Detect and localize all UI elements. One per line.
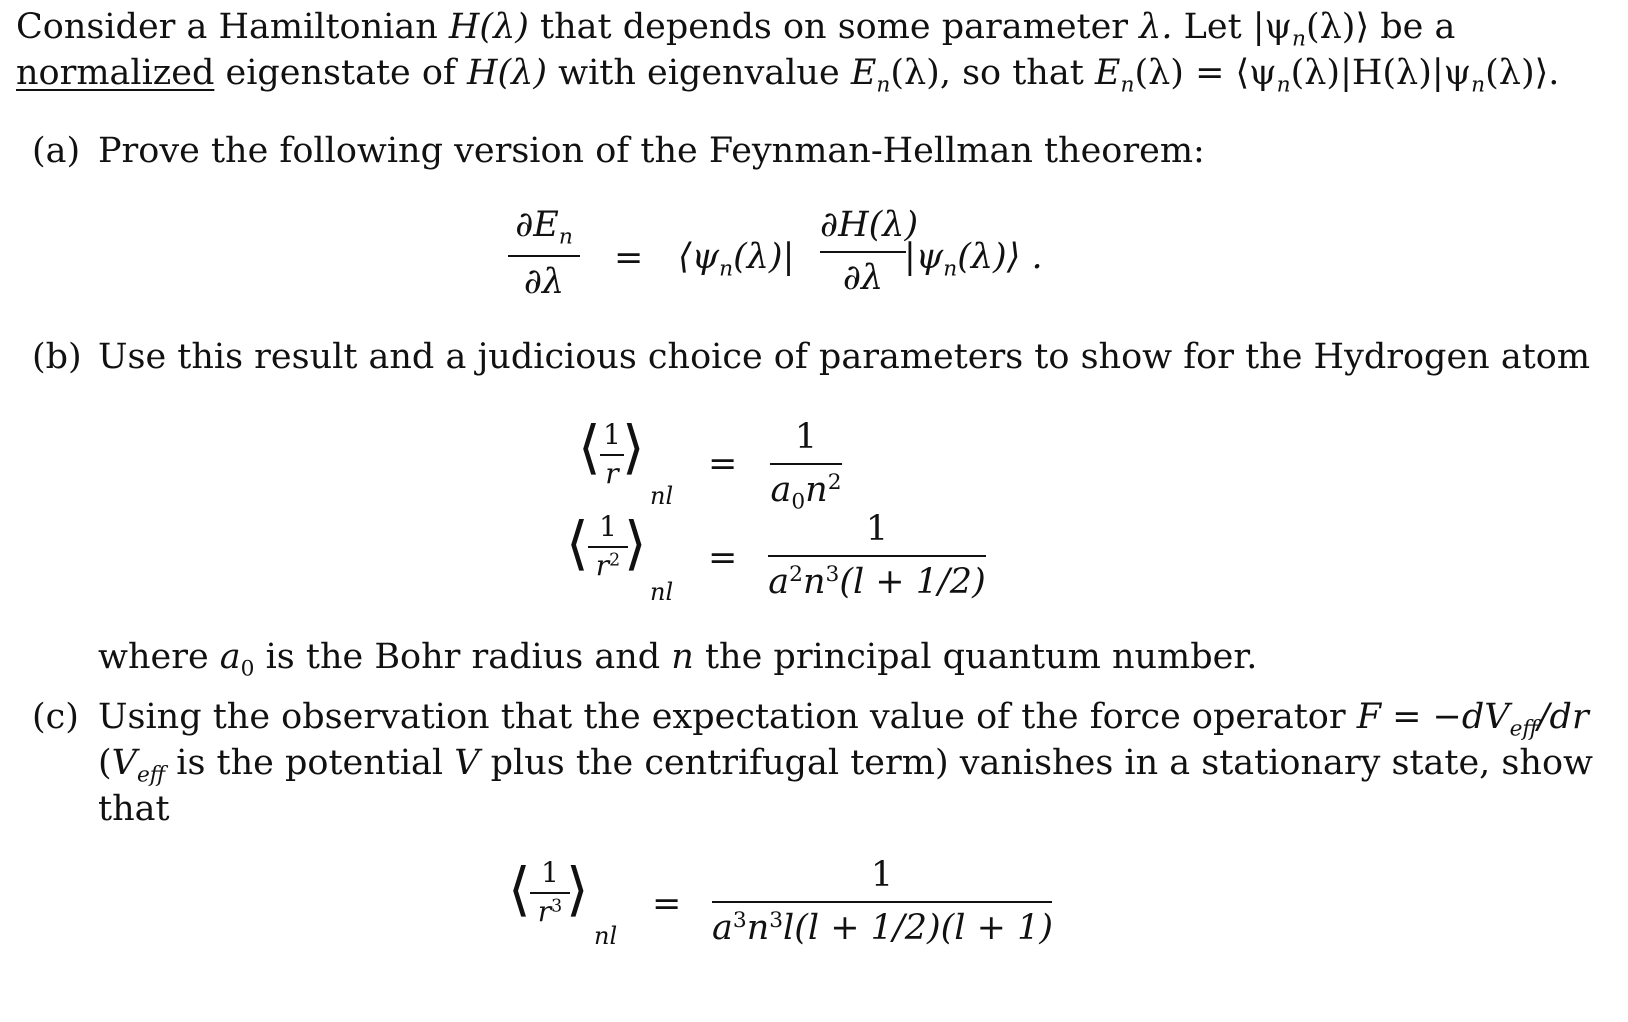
eq3-rhs-fraction <box>712 856 1052 947</box>
intro-text: (λ), so that <box>890 53 1095 93</box>
denominator: r <box>605 456 619 490</box>
lambda-symbol: λ. <box>1139 7 1173 47</box>
eq3-lhs-fraction <box>530 858 570 928</box>
part-c-label: (c) <box>32 697 79 737</box>
part-c-text: ( <box>98 743 112 783</box>
rhs-numerator: ∂H(λ) <box>820 205 919 245</box>
denominator <box>770 471 842 514</box>
part-c-line-3: that <box>98 789 170 829</box>
part-c-line-2 <box>98 743 1593 788</box>
part-b-text: Use this result and a judicious choice of parameters to show for the Hydrogen atom <box>98 337 1591 377</box>
numerator: 1 <box>865 509 889 549</box>
bohr-symbol: a <box>219 637 241 677</box>
den-n: n <box>802 561 826 602</box>
numerator: 1 <box>603 418 621 451</box>
intro-line-2 <box>16 53 1560 98</box>
subscript: 0 <box>240 656 255 682</box>
lhs-fraction <box>508 206 580 302</box>
intro-text: (λ)⟩ be a <box>1305 7 1456 47</box>
fraction-bar <box>530 892 570 894</box>
subscript: n <box>1276 72 1291 98</box>
where-line <box>98 637 1258 682</box>
numerator: 1 <box>541 856 559 889</box>
subscript: n <box>876 72 891 98</box>
rhs-ket <box>904 237 1043 282</box>
subscript: eff <box>1509 716 1538 742</box>
subscript: eff <box>136 762 166 788</box>
numerator: 1 <box>870 855 894 895</box>
fraction-bar <box>768 555 986 557</box>
intro-text: Consider a Hamiltonian <box>16 7 449 47</box>
superscript: 2 <box>789 561 803 587</box>
denominator <box>712 909 1052 948</box>
intro-text: that depends on some parameter <box>528 7 1140 47</box>
superscript: 3 <box>825 561 840 587</box>
where-text: where <box>98 637 220 677</box>
ket-text: |ψ <box>904 237 944 277</box>
hamiltonian-symbol: H(λ) <box>448 7 529 47</box>
eq1-rhs-fraction <box>770 418 842 514</box>
numerator: 1 <box>794 417 818 457</box>
intro-text: eigenstate of <box>214 53 467 93</box>
equals-sign: = <box>614 238 644 278</box>
underlined-word: normalized <box>16 53 215 93</box>
subscript: n <box>719 256 734 282</box>
den-a: a <box>712 907 733 948</box>
den-r: r <box>595 548 610 582</box>
subscript: n <box>943 256 958 282</box>
fraction-bar <box>588 546 628 548</box>
v-symbol: V <box>111 743 137 783</box>
part-a-label: (a) <box>32 131 81 171</box>
lhs-numerator <box>508 206 580 249</box>
fraction-bar <box>770 463 842 465</box>
lhs-denominator: ∂λ <box>523 262 565 303</box>
subscript: 0 <box>791 489 806 515</box>
v-symbol: V <box>454 743 480 783</box>
fraction-bar <box>508 255 580 257</box>
rhs-denominator: ∂λ <box>842 257 884 298</box>
force-tail: /dr <box>1537 697 1589 737</box>
intro-line-1 <box>16 7 1456 52</box>
nl-subscript: nl <box>650 578 674 606</box>
left-angle-bracket: ⟨ <box>578 413 601 481</box>
bra-text: ⟨ψ <box>678 237 720 277</box>
den-n: n <box>805 469 828 510</box>
part-b-label: (b) <box>32 337 82 377</box>
eq2-lhs-fraction <box>588 512 628 582</box>
force-expression: F = −dV <box>1356 697 1510 737</box>
superscript: 3 <box>769 907 784 933</box>
den-tail: l(l + 1/2)(l + 1) <box>783 907 1053 948</box>
rhs-fraction <box>820 205 919 298</box>
energy-symbol: E <box>1094 53 1121 93</box>
den-tail: (l + 1/2) <box>839 561 986 602</box>
rhs-bra <box>678 237 795 282</box>
part-c-line-1 <box>98 697 1589 742</box>
fraction-bar <box>820 251 906 253</box>
den-a: a <box>770 469 792 510</box>
equals-sign: = <box>708 538 738 578</box>
right-angle-bracket: ⟩ <box>622 413 645 481</box>
subscript: n <box>1292 26 1306 52</box>
bra-tail: (λ)| <box>733 237 795 277</box>
equals-sign: = <box>708 444 738 484</box>
den-r: r <box>537 894 552 928</box>
denominator <box>588 548 628 582</box>
eq2-rhs-fraction <box>768 510 986 601</box>
part-c-text: plus the centrifugal term) vanishes in a stationary state, show <box>479 743 1593 783</box>
n-symbol: n <box>671 637 694 677</box>
part-c-text: is the potential <box>165 743 455 783</box>
part-a-text: Prove the following version of the Feynman-Hellman theorem: <box>98 131 1205 171</box>
nl-subscript: nl <box>650 482 674 510</box>
subscript: n <box>558 224 573 250</box>
equals-sign: = <box>652 884 682 924</box>
where-text: the principal quantum number. <box>693 637 1258 677</box>
superscript: 2 <box>609 550 621 571</box>
denominator <box>768 563 986 602</box>
fraction-bar <box>600 454 624 456</box>
energy-symbol: E <box>850 53 877 93</box>
den-n: n <box>746 907 770 948</box>
numerator: 1 <box>599 510 617 543</box>
intro-text: Let |ψ <box>1172 7 1292 47</box>
right-angle-bracket: ⟩ <box>566 855 589 923</box>
right-angle-bracket: ⟩ <box>624 509 647 577</box>
den-a: a <box>768 561 790 602</box>
nl-subscript: nl <box>594 922 618 950</box>
numerator-text: ∂E <box>515 205 559 245</box>
left-angle-bracket: ⟨ <box>566 509 589 577</box>
superscript: 2 <box>827 469 842 495</box>
where-text: is the Bohr radius and <box>254 637 672 677</box>
left-angle-bracket: ⟨ <box>508 855 531 923</box>
superscript: 3 <box>551 896 563 917</box>
denominator <box>530 894 570 928</box>
intro-text: (λ)⟩. <box>1485 53 1560 93</box>
intro-text: with eigenvalue <box>547 53 851 93</box>
ket-tail: (λ)⟩ . <box>957 237 1043 277</box>
part-c-text: Using the observation that the expectation value of the force operator <box>98 697 1357 737</box>
eq1-lhs-fraction <box>600 420 624 490</box>
subscript: n <box>1471 72 1486 98</box>
intro-text: (λ) = ⟨ψ <box>1134 53 1277 93</box>
fraction-bar <box>712 901 1052 903</box>
intro-text: (λ)|H(λ)|ψ <box>1290 53 1472 93</box>
hamiltonian-symbol: H(λ) <box>467 53 548 93</box>
superscript: 3 <box>732 907 747 933</box>
subscript: n <box>1120 72 1135 98</box>
